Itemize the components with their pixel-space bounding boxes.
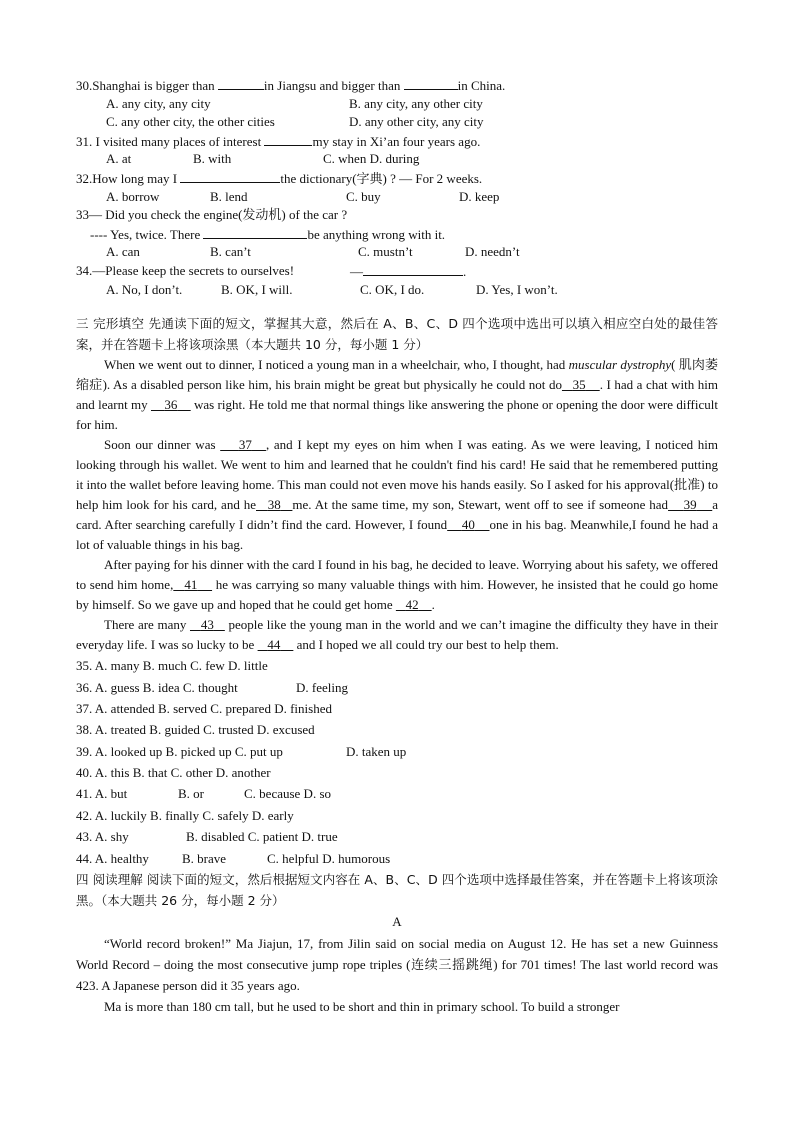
blank-35: 35 [572,377,586,393]
section-3-heading: 三 完形填空 先通读下面的短文，掌握其大意，然后在 A、B、C、D 四个选项中选出可以填入相应空白处的最佳答案，并在答题卡上将该项涂黑（本大题共 10 分，每小题 1 分） [76,316,718,353]
cloze-option-41: 41. A. but B. or C. because D. so [76,786,332,802]
question-32 [76,169,718,188]
q31-option-b: B. with [193,151,232,167]
q34-dash: — [350,263,363,279]
blank-44: 44 [267,637,281,653]
q33-option-c: C. mustn’t [358,244,413,260]
cloze-option-35: 35. A. many B. much C. few D. little [76,658,268,674]
q32-option-d: D. keep [459,188,500,204]
question-33 [76,206,718,225]
passage-paragraph-3: After paying for his dinner with the card I found in his bag, he decided to leave. Worrying about his safety, we offered to send him home, 41 he was carrying so many valuable things with him. However, he insisted that he could go home by himself. So we gave up and hoped that he could get home 42 . [76,557,719,613]
q32-stem-end: the dictionary(字典) ? — For 2 weeks. [280,170,483,186]
answer-blank [180,169,280,183]
reading-part-label: A [392,914,402,930]
reading-paragraph-1: “World record broken!” Ma Jiajun, 17, from Jilin said on social media on August 12. He has set a new Guinness World Record – doing the most consecutive jump rope triples (连续三摇跳绳) for 701 times! The last world record was 423. A Japanese person did it 35 years ago. [76,936,718,994]
q31-stem: 31. I visited many places of interest [76,133,265,149]
q30-option-c: C. any other city, the other cities [106,114,275,130]
q34-options [76,281,718,300]
q31-options [76,150,718,169]
answer-blank [363,262,463,276]
q30-option-d: D. any other city, any city [349,114,484,130]
q33-reply [76,225,718,244]
q33-reply-text: ---- Yes, twice. There [90,226,204,242]
q30-stem-end: in China. [457,78,506,93]
cloze-option-42: 42. A. luckily B. finally C. safely D. early [76,807,294,823]
q31-option-a: A. at [106,151,132,167]
question-30 [76,76,718,95]
exam-page [76,76,718,1017]
blank-37: 37 [238,437,252,453]
answer-blank [404,76,458,90]
passage-paragraph-4: There are many 43 people like the young man in the world and we can’t imagine the difficulty they have in their everyday life. I was so lucky to be 44 and I hoped we all could try our best to help them. [76,617,718,653]
answer-blank [203,225,307,239]
blank-39: 39 [683,497,697,513]
cloze-option-37: 37. A. attended B. served C. prepared D. finished [76,700,332,716]
passage-paragraph-2: Soon our dinner was 37 , and I kept my eyes on him when I was eating. As we were leaving, I noticed him looking through his wallet. We went to him and learned that he couldn't find his card! He said that he remembered putting it into the wallet before leaving home. This man could not even move his hands easily. So I asked for his approval(批准) to help him look for his card, and he 38 me. At the same time, my son, Stewart, went off to see if someone had 39 a card. After searching carefully I didn’t find the card. However, I found 40 one in his bag. Meanwhile,I found he had a lot of valuable things in his bag. [76,437,719,553]
cloze-option-39: 39. A. looked up B. picked up C. put up D. taken up [76,743,407,759]
section-4-heading: 四 阅读理解 阅读下面的短文，然后根据短文内容在 A、B、C、D 四个选项中选择最佳答案，并在答题卡上将该项涂黑。（本大题共 26 分，每小题 2 分） [76,872,718,909]
q32-option-c: C. buy [346,188,381,204]
question-31 [76,132,718,151]
q33-options [76,243,718,262]
q31-stem-end: my stay in Xi’an four years ago. [312,133,481,149]
q32-options [76,188,718,207]
answer-blank [264,132,312,146]
blank-36: 36 [164,397,178,413]
q30-options-row1 [76,95,718,114]
blank-41: 41 [184,577,198,593]
q34-option-d: D. Yes, I won’t. [476,281,558,297]
q34-option-a: A. No, I don’t. [106,281,183,297]
q31-option-cd: C. when D. during [323,151,420,167]
blank-38: 38 [267,497,281,513]
q33-option-b: B. can’t [210,244,251,260]
q33-reply-end: be anything wrong with it. [307,226,446,242]
cloze-option-40: 40. A. this B. that C. other D. another [76,765,271,781]
q34-option-b: B. OK, I will. [221,281,293,297]
blank-42: 42 [405,597,419,613]
q33-option-d: D. needn’t [465,244,520,260]
passage-paragraph-1: When we went out to dinner, I noticed a young man in a wheelchair, who, I thought, had muscular dystrophy( 肌肉萎缩症). As a disabled person like him, his brain might be great but physically he could not do 35 . I had a chat with him and learnt my 36 was right. He told me that normal things like answering the phone or opening the door were difficult for him. [76,357,719,433]
q32-option-a: A. borrow [106,188,160,204]
term-muscular-dystrophy: muscular dystrophy [568,357,672,373]
reading-paragraph-2: Ma is more than 180 cm tall, but he used to be short and thin in primary school. To build a stronger [104,999,620,1015]
cloze-option-43: 43. A. shy B. disabled C. patient D. true [76,829,338,845]
q34-period: . [463,263,467,279]
q33-option-a: A. can [106,244,140,260]
question-34 [76,262,718,281]
cloze-option-38: 38. A. treated B. guided C. trusted D. excused [76,722,315,738]
cloze-option-36: 36. A. guess B. idea C. thought D. feeling [76,679,348,695]
q32-option-b: B. lend [210,188,248,204]
q34-stem: 34.—Please keep the secrets to ourselves! [76,262,295,278]
q30-stem-mid: in Jiangsu and bigger than [263,78,404,93]
q30-option-a: A. any city, any city [106,95,211,111]
answer-blank [218,76,264,90]
cloze-option-44: 44. A. healthy B. brave C. helpful D. humorous [76,850,391,866]
q33-stem: 33— Did you check the engine(发动机) of the car ? [76,207,348,223]
blank-40: 40 [461,517,475,533]
q34-option-c: C. OK, I do. [360,281,425,297]
q30-option-b: B. any city, any other city [349,95,483,111]
q30-options-row2 [76,113,718,132]
q30-stem: 30.Shanghai is bigger than [76,78,218,93]
q32-stem: 32.How long may I [76,170,181,186]
blank-43: 43 [200,617,214,633]
